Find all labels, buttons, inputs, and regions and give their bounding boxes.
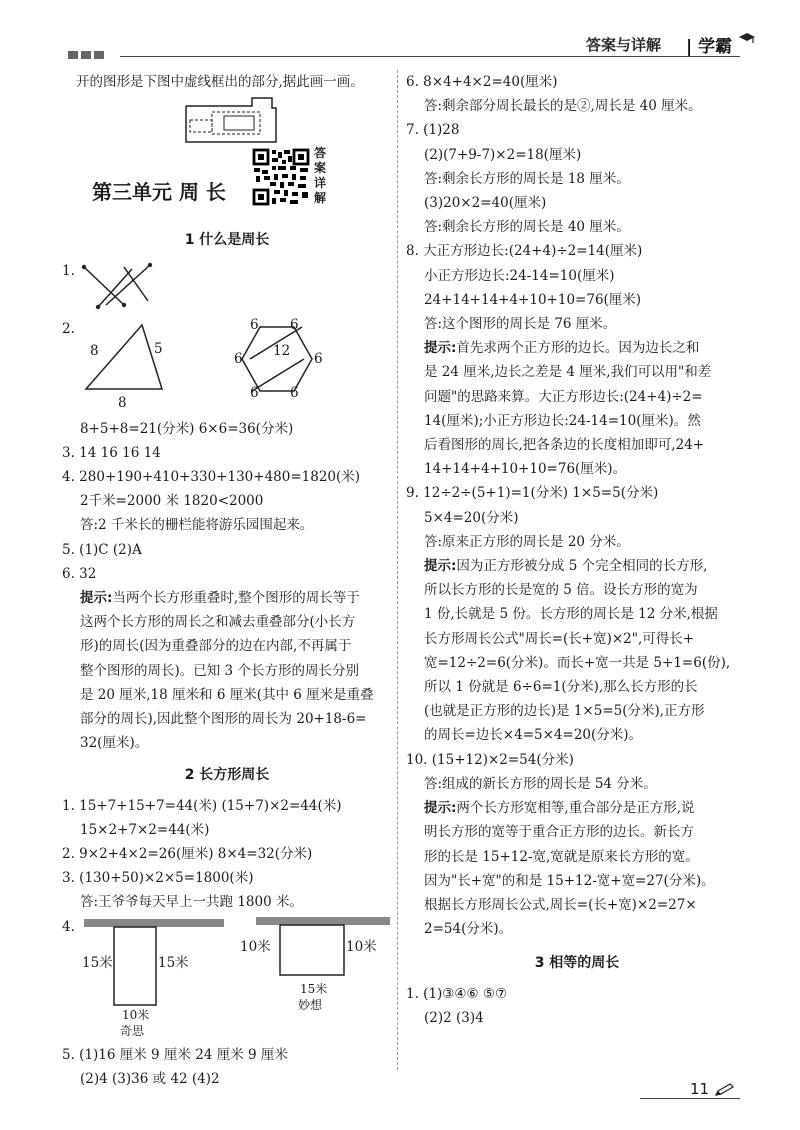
a9-line-3: 答:原来正方形的周长是 20 分米。 bbox=[424, 533, 630, 550]
a8-line-2: 小正方形边长:24-14=10(厘米) bbox=[424, 267, 615, 284]
tip-line: 14(厘米);小正方形边长:24-14=10(厘米)。然 bbox=[424, 412, 701, 429]
tip-line: (也就是正方形的边长)是 1×5=5(分米),正方形 bbox=[424, 703, 705, 720]
fig2-right-label: 10米 bbox=[346, 938, 377, 955]
tip-line: 根据长方形周长公式,周长=(长+宽)×2=27× bbox=[424, 896, 697, 913]
right-column bbox=[406, 70, 748, 1030]
a7-line-1: 7. (1)28 bbox=[406, 122, 460, 139]
hex-label-left: 6 bbox=[234, 350, 243, 367]
q4-line-3: 答:2 千米长的栅栏能将游乐园围起来。 bbox=[80, 517, 314, 534]
section-3-title: 3 相等的周长 bbox=[534, 955, 620, 972]
footer-rule bbox=[640, 1098, 740, 1099]
tip-line: 32(厘米)。 bbox=[80, 735, 149, 752]
a8-line-4: 答:这个图形的周长是 76 厘米。 bbox=[424, 316, 617, 333]
section-2-title: 2 长方形周长 bbox=[184, 767, 270, 784]
graduation-cap-icon bbox=[738, 32, 756, 46]
fig1-bottom-label: 10米 bbox=[122, 1007, 150, 1022]
hex-label-bottom-left: 6 bbox=[250, 384, 259, 401]
brand-text: 学霸 bbox=[698, 37, 733, 57]
triangle-right-label: 5 bbox=[154, 340, 163, 357]
a8-line-1: 8. 大正方形边长:(24+4)÷2=14(厘米) bbox=[406, 243, 643, 260]
header-rule bbox=[120, 56, 740, 57]
triangle-left-label: 8 bbox=[90, 342, 99, 359]
page-number-text: 11 bbox=[690, 1080, 710, 1098]
r5-line-2: (2)4 (3)36 或 42 (4)2 bbox=[80, 1070, 220, 1087]
r1-line-1: 1. 15+7+15+7=44(米) (15+7)×2=44(米) bbox=[62, 797, 342, 814]
fig2-left-label: 10米 bbox=[240, 938, 271, 955]
tip-line: 1 份,长就是 5 份。长方形的周长是 12 分米,根据 bbox=[424, 606, 718, 623]
tip-line: 宽=12÷2=6(分米)。而长+宽一共是 5+1=6(份), bbox=[424, 654, 731, 671]
r3-line-2: 答:王爷爷每天早上一共跑 1800 米。 bbox=[80, 894, 303, 911]
r3-line-1: 3. (130+50)×2×5=1800(米) bbox=[62, 870, 254, 887]
tip-line: 是 20 厘米,18 厘米和 6 厘米(其中 6 厘米是重叠 bbox=[80, 686, 374, 703]
tip-line: 长方形周长公式"周长=(长+宽)×2",可得长+ bbox=[424, 630, 695, 647]
hex-label-top-left: 6 bbox=[250, 316, 259, 333]
fig1-left-label: 15米 bbox=[82, 954, 113, 971]
unit-title: 第三单元 周 长 bbox=[92, 180, 226, 205]
tip-line: 提示:因为正方形被分成 5 个完全相同的长方形, bbox=[424, 558, 708, 575]
hex-label-middle: 12 bbox=[273, 342, 291, 359]
q8-tip bbox=[406, 336, 748, 481]
column-divider bbox=[397, 70, 398, 1070]
q5-answer: 5. (1)C (2)A bbox=[62, 541, 142, 558]
tip-line: 所以 1 份就是 6÷6=1(分米),那么长方形的长 bbox=[424, 679, 698, 696]
a7-line-5: 答:剩余长方形的周长是 40 厘米。 bbox=[424, 219, 630, 236]
a10-line-2: 答:组成的新长方形的周长是 54 分米。 bbox=[424, 775, 657, 792]
hex-label-top-right: 6 bbox=[290, 316, 299, 333]
dashed-shape-figure bbox=[62, 94, 392, 150]
a7-line-3: 答:剩余长方形的周长是 18 厘米。 bbox=[424, 170, 630, 187]
header-decoration bbox=[68, 44, 107, 63]
e1-line-2: (2)2 (3)4 bbox=[424, 1009, 484, 1026]
section-1-title: 1 什么是周长 bbox=[184, 232, 270, 249]
intro-text: 开的图形是下图中虚线框出的部分,据此画一画。 bbox=[76, 74, 364, 90]
r4-label: 4. bbox=[62, 918, 75, 935]
pencil-icon bbox=[714, 1083, 736, 1097]
q10-tip bbox=[406, 796, 748, 941]
fig1-name: 奇思 bbox=[120, 1023, 145, 1038]
a7-line-2: (2)(7+9-7)×2=18(厘米) bbox=[424, 146, 582, 163]
tip-line: 14+14+4+10+10=76(厘米)。 bbox=[424, 461, 627, 478]
r2-answer: 2. 9×2+4×2=26(厘米) 8×4=32(分米) bbox=[62, 846, 313, 863]
q4-line-2: 2千米=2000 米 1820<2000 bbox=[80, 493, 264, 510]
qr-label: 答案详解 bbox=[314, 146, 327, 205]
tip-line: 明长方形的宽等于重合正方形的边长。新长方 bbox=[424, 824, 694, 841]
left-column bbox=[62, 70, 392, 1091]
fig2-name: 妙想 bbox=[298, 997, 323, 1012]
a10-line-1: 10. (15+12)×2=54(分米) bbox=[406, 751, 574, 768]
r5-line-1: 5. (1)16 厘米 9 厘米 24 厘米 9 厘米 bbox=[62, 1046, 288, 1063]
tip-line: 所以长方形的长是宽的 5 倍。设长方形的宽为 bbox=[424, 582, 698, 599]
a6-line-2: 答:剩余部分周长最长的是②,周长是 40 厘米。 bbox=[424, 98, 702, 115]
tip-line: 后看图形的周长,把各条边的长度相加即可,24+ bbox=[424, 437, 705, 454]
hex-label-right: 6 bbox=[314, 350, 323, 367]
q1-lines-figure bbox=[78, 259, 198, 317]
tip-line: 2=54(分米)。 bbox=[424, 921, 513, 938]
q2-answer: 8+5+8=21(分米) 6×6=36(分米) bbox=[80, 420, 294, 437]
tip-line: 的周长=边长×4=5×4=20(分米)。 bbox=[424, 727, 643, 744]
header-brand: | 学霸 bbox=[686, 32, 756, 57]
triangle-figure bbox=[76, 317, 196, 417]
header-title: 答案与详解 bbox=[586, 36, 662, 54]
tip-line: 是 24 厘米,边长之差是 4 厘米,我们可以用"和差 bbox=[424, 364, 712, 381]
q3-answer: 3. 14 16 16 14 bbox=[62, 444, 161, 461]
q1-label: 1. bbox=[62, 262, 75, 279]
q4-line-1: 4. 280+190+410+330+130+480=1820(米) bbox=[62, 469, 361, 486]
q9-tip bbox=[406, 554, 748, 748]
tip-line: 形)的周长(因为重叠部分的边在内部,不再属于 bbox=[80, 638, 352, 655]
q6-tip bbox=[62, 586, 392, 755]
q2-label: 2. bbox=[62, 320, 75, 337]
tip-line: 这两个长方形的周长之和减去重叠部分(小长方 bbox=[80, 614, 356, 631]
tip-line: 问题"的思路来算。大正方形边长:(24+4)÷2= bbox=[424, 388, 703, 405]
tip-prefix: 提示: bbox=[424, 800, 457, 817]
a9-line-2: 5×4=20(分米) bbox=[424, 509, 519, 526]
tip-line: 提示:当两个长方形重叠时,整个图形的周长等于 bbox=[80, 590, 360, 607]
tip-line: 提示:两个长方形宽相等,重合部分是正方形,说 bbox=[424, 800, 695, 817]
tip-line: 因为"长+宽"的和是 15+12-宽+宽=27(分米)。 bbox=[424, 872, 715, 889]
a9-line-1: 9. 12÷2÷(5+1)=1(分米) 1×5=5(分米) bbox=[406, 485, 659, 502]
tip-line: 整个图形的周长)。已知 3 个长方形的周长分别 bbox=[80, 662, 359, 679]
tip-line: 部分的周长),因此整个图形的周长为 20+18-6= bbox=[80, 711, 367, 728]
page-number bbox=[690, 1080, 736, 1098]
r1-line-2: 15×2+7×2=44(米) bbox=[80, 821, 210, 838]
tip-prefix: 提示: bbox=[424, 558, 457, 575]
tip-line: 提示:首先求两个正方形的边长。因为边长之和 bbox=[424, 340, 700, 357]
a6-line-1: 6. 8×4+4×2=40(厘米) bbox=[406, 74, 558, 90]
tip-line: 形的长是 15+12-宽,宽就是原来长方形的宽。 bbox=[424, 848, 699, 865]
a7-line-4: (3)20×2=40(厘米) bbox=[424, 195, 547, 212]
tip-prefix: 提示: bbox=[80, 590, 113, 607]
e1-line-1: 1. (1)③④⑥ ⑤⑦ bbox=[406, 985, 508, 1002]
triangle-bottom-label: 8 bbox=[118, 394, 127, 411]
a8-line-3: 24+14+14+4+10+10=76(厘米) bbox=[424, 291, 642, 308]
qr-code-icon bbox=[252, 148, 310, 206]
tip-prefix: 提示: bbox=[424, 340, 457, 357]
page-header bbox=[0, 0, 800, 62]
fig2-bottom-label: 15米 bbox=[300, 981, 328, 996]
hex-label-bottom-right: 6 bbox=[290, 384, 299, 401]
fig1-right-label: 15米 bbox=[158, 954, 189, 971]
q6-answer: 6. 32 bbox=[62, 565, 97, 582]
